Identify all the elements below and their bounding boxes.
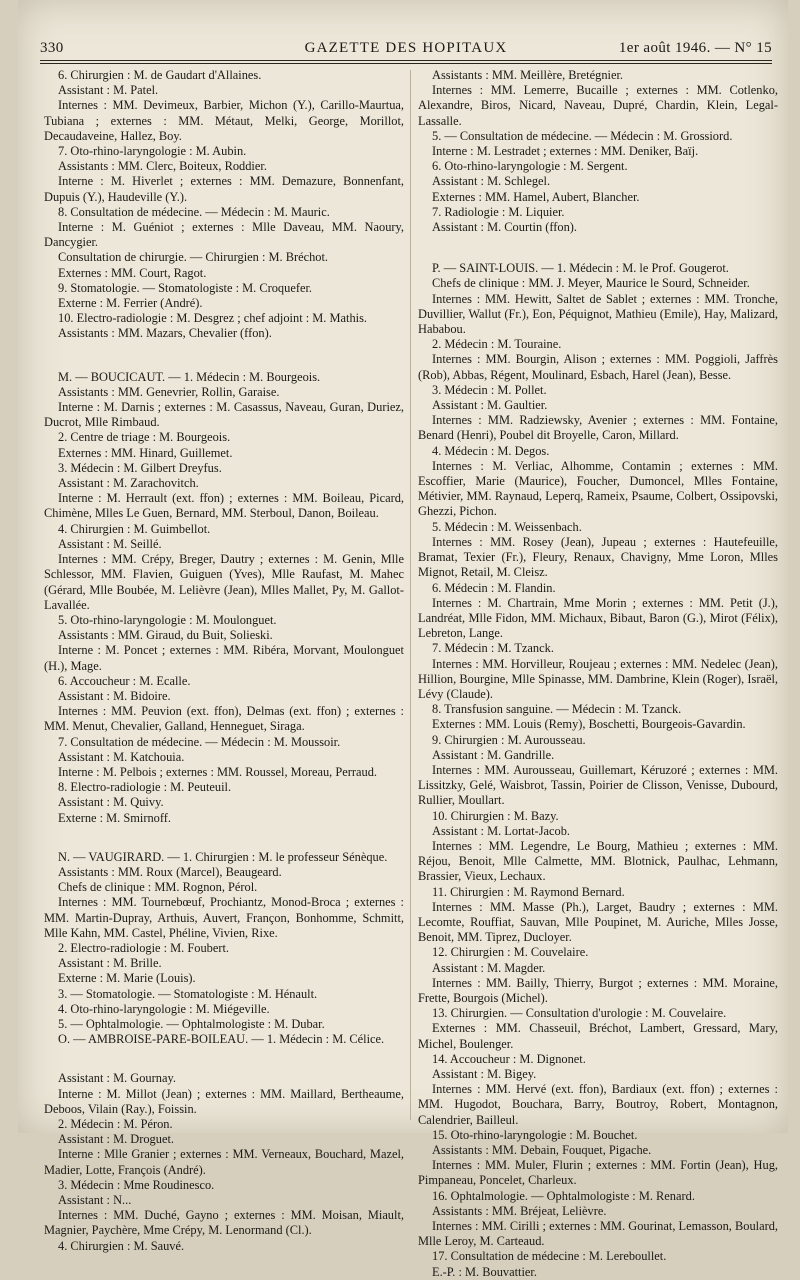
publication-title: GAZETTE DES HOPITAUX — [304, 40, 508, 56]
text-line: 8. Transfusion sanguine. — Médecin : M. Tzanck. — [432, 702, 682, 717]
text-line: Assistants : MM. Giraud, du Buit, Solieski. — [58, 628, 273, 643]
text-line: 7. Consultation de médecine. — Médecin : M. Moussoir. — [58, 734, 341, 749]
right-column — [418, 68, 778, 1280]
text-line: Assistant : M. Patel. — [58, 83, 159, 98]
text-line: 9. Stomatologie. — Stomatologiste : M. Croquefer. — [58, 280, 312, 295]
text-line: 6. Chirurgien : M. de Gaudart d'Allaines. — [58, 68, 262, 82]
text-line: Interne : M. Lestradet ; externes : MM. Deniker, Baïj. — [432, 144, 699, 159]
text-line: Assistant : M. Zarachovitch. — [58, 476, 199, 491]
text-line: Internes : MM. Aurousseau, Guillemart, Kéruzoré ; externes : MM. Lissitzky, Gelé, Waisbrot, Tassin, Poirier de Clisson, Venisse, Dubourd, Rullier, Moullart. — [418, 762, 778, 808]
text-line: Externes : MM. Chasseuil, Bréchot, Lambert, Gressard, Mary, Michel, Boulenger. — [418, 1021, 778, 1051]
text-line: Assistant : M. Lortat-Jacob. — [432, 823, 570, 838]
text-line: Interne : M. Herrault (ext. ffon) ; externes : MM. Boileau, Picard, Chimène, Mlles Le Guen, Bernard, MM. Sterboul, Danon, Boileau. — [44, 491, 404, 521]
text-line: Internes : MM. Hervé (ext. ffon), Bardiaux (ext. ffon) ; externes : MM. Hugodot, Bouchara, Barry, Boutroy, Robert, Montagnon, Calendrier, Bailleul. — [418, 1082, 778, 1127]
text-line: E.-P. : M. Bouvattier. — [432, 1264, 537, 1279]
text-line: O. — AMBROISE-PARE-BOILEAU. — 1. Médecin : M. Célice. — [58, 1032, 385, 1047]
text-line: Internes : MM. Duché, Gayno ; externes : MM. Moisan, Miault, Magnier, Paychère, Mme Crépy, M. Lenormand (Cl.). — [44, 1208, 404, 1238]
text-line: 3. Médecin : M. Pollet. — [432, 382, 547, 397]
text-line: Assistants : MM. Bréjeat, Lelièvre. — [432, 1203, 607, 1218]
text-line: Internes : MM. Legendre, Le Bourg, Mathieu ; externes : MM. Réjou, Benoit, Mlle Calmette, MM. Blotnick, Paulhac, Lehmann, Brassier, Vieux, Lechaux. — [418, 838, 778, 884]
text-line: 3. Médecin : Mme Roudinesco. — [58, 1177, 215, 1192]
text-line: Chefs de clinique : MM. J. Meyer, Maurice le Sourd, Schneider. — [432, 276, 750, 291]
text-line: 7. Radiologie : M. Liquier. — [432, 204, 565, 219]
text-line: 16. Ophtalmologie. — Ophtalmologiste : M. Renard. — [432, 1188, 695, 1203]
text-line: Internes : MM. Horvilleur, Roujeau ; externes : MM. Nedelec (Jean), Hillion, Bourgine, Mlle Spinasse, MM. Dambrine, Klein (Roger), Israël, Lévy (Claude). — [418, 656, 778, 701]
text-line: Internes : MM. Hewitt, Saltet de Sablet ; externes : MM. Tronche, Duvillier, Wallut (Fr.), Eon, Péquignot, Mathieu (Emile), Hay, Malizard, Hababou. — [418, 291, 778, 337]
text-line: 10. Electro-radiologie : M. Desgrez ; chef adjoint : M. Mathis. — [58, 311, 367, 326]
text-line: Internes : MM. Tournebœuf, Prochiantz, Monod-Broca ; externes : MM. Martin-Dupray, Arthuis, Auvert, Françon, Bonhomme, Schmitt, Mlle Kahn, MM. Castel, Phéline, Vivien, Rixe. — [44, 895, 404, 940]
text-line: Interne : M. Millot (Jean) ; externes : MM. Maillard, Bertheaume, Deboos, Vilain (Ray.), Foissin. — [44, 1086, 404, 1116]
text-line: Internes : MM. Cirilli ; externes : MM. Gourinat, Lemasson, Boulard, Mlle Leroy, M. Carteaud. — [418, 1219, 778, 1249]
text-line: Internes : MM. Bourgin, Alison ; externes : MM. Poggioli, Jaffrès (Rob), Abbas, Régent, Moulinard, Esbach, Harel (Jean), Besse. — [418, 352, 778, 382]
text-line: 15. Oto-rhino-laryngologie : M. Bouchet. — [432, 1127, 638, 1142]
text-line: Externes : MM. Louis (Remy), Boschetti, Bourgeois-Gavardin. — [432, 717, 746, 732]
text-line: 8. Electro-radiologie : M. Peuteuil. — [58, 780, 232, 795]
left-column — [44, 68, 404, 1254]
text-line: 7. Oto-rhino-laryngologie : M. Aubin. — [58, 144, 247, 159]
text-line: Assistant : M. Droguet. — [58, 1132, 174, 1147]
text-line: 8. Consultation de médecine. — Médecin : M. Mauric. — [58, 204, 330, 219]
text-line: Assistants : MM. Genevrier, Rollin, Garaise. — [58, 384, 280, 399]
text-line: Internes : MM. Muler, Flurin ; externes : MM. Fortin (Jean), Hug, Pimpaneau, Poncelet, Charleux. — [418, 1158, 778, 1188]
text-line: Internes : MM. Masse (Ph.), Larget, Baudry ; externes : MM. Lecomte, Rouffiat, Sauvan, Mlle Poupinet, M. Auriche, Mlles Josse, Benoit, MM. Tiprez, Ducloyer. — [418, 899, 778, 945]
text-line: Assistant : M. Quivy. — [58, 795, 164, 810]
text-line: Internes : MM. Rosey (Jean), Jupeau ; externes : Hautefeuille, Bramat, Texier (Fr.), Fleury, Renaux, Chavigny, Mme Loron, Mlles Mignot, Retail, M. Cleisz. — [418, 534, 778, 580]
text-line: Externes : MM. Hinard, Guillemet. — [58, 445, 233, 460]
text-line: 6. Accoucheur : M. Ecalle. — [58, 673, 191, 688]
text-line: Assistant : N... — [58, 1193, 132, 1208]
text-line: 4. Médecin : M. Degos. — [432, 443, 550, 458]
text-line: Internes : MM. Lemerre, Bucaille ; externes : MM. Cotlenko, Alexandre, Biros, Nicard, Naveau, Dupré, Chardin, Klein, Legal-Lassalle. — [418, 83, 778, 128]
text-line: Assistant : M. Seillé. — [58, 536, 162, 551]
newspaper-page — [18, 0, 788, 1279]
text-line: 10. Chirurgien : M. Bazy. — [432, 808, 559, 823]
text-line: Assistants : MM. Clerc, Boiteux, Roddier. — [58, 159, 267, 174]
text-line: Interne : M. Pelbois ; externes : MM. Roussel, Moreau, Perraud. — [58, 764, 378, 779]
text-line: Internes : MM. Crépy, Breger, Dautry ; externes : M. Genin, Mlle Schlessor, MM. Flavien, Guiguen (Yves), Mlle Raufast, M. Mahec (Gérard, Mlle Boubée, M. Lelièvre (Jean), Mlles Mallet, Py, M. Gallot-Lavallée. — [44, 552, 404, 612]
text-line: 5. Oto-rhino-laryngologie : M. Moulonguet. — [58, 612, 277, 627]
text-line: 2. Médecin : M. Péron. — [58, 1117, 173, 1131]
text-line: Assistants : MM. Mazars, Chevalier (ffon). — [58, 326, 272, 341]
text-line: 9. Chirurgien : M. Aurousseau. — [432, 732, 586, 747]
text-line: Interne : Mlle Granier ; externes : MM. Verneaux, Bouchard, Mazel, Madier, Lotte, François (André). — [44, 1147, 404, 1177]
text-line: 3. — Stomatologie. — Stomatologiste : M. Hénault. — [58, 986, 318, 1001]
text-line: 13. Chirurgien. — Consultation d'urologie : M. Couvelaire. — [432, 1006, 727, 1021]
text-line: Assistant : M. Gournay. — [58, 1071, 176, 1086]
text-line: Interne : M. Darnis ; externes : M. Casassus, Naveau, Guran, Duriez, Ducrot, Mlle Rimbaud. — [44, 400, 404, 430]
text-line: Assistant : M. Katchouia. — [58, 749, 185, 764]
text-line: Chefs de clinique : MM. Rognon, Pérol. — [58, 880, 258, 895]
text-line: 2. Médecin : M. Touraine. — [432, 337, 562, 352]
text-line: Assistants : MM. Roux (Marcel), Beaugeard. — [58, 864, 282, 879]
text-line: Internes : MM. Bailly, Thierry, Burgot ; externes : MM. Moraine, Frette, Bourgois (Michel). — [418, 975, 778, 1005]
text-line: 3. Médecin : M. Gilbert Dreyfus. — [58, 460, 222, 475]
text-line: 4. Chirurgien : M. Guimbellot. — [58, 521, 211, 536]
text-line: 4. Oto-rhino-laryngologie : M. Miégeville. — [58, 1001, 270, 1016]
text-line: N. — VAUGIRARD. — 1. Chirurgien : M. le professeur Sénèque. — [58, 849, 388, 864]
header-rule-thin — [40, 63, 772, 64]
text-line: Externe : M. Smirnoff. — [58, 810, 171, 825]
text-line: Internes : MM. Peuvion (ext. ffon), Delmas (ext. ffon) ; externes : MM. Menut, Chevalier, Galland, Henneguet, Siraga. — [44, 704, 404, 734]
text-line: 2. Electro-radiologie : M. Foubert. — [58, 940, 230, 955]
text-line: Assistants : MM. Meillère, Bretégnier. — [432, 68, 623, 82]
text-line: Interne : M. Guéniot ; externes : Mlle Daveau, MM. Naoury, Dancygier. — [44, 220, 404, 250]
text-line: 6. Oto-rhino-laryngologie : M. Sergent. — [432, 159, 628, 174]
text-line: Assistants : MM. Debain, Fouquet, Pigache. — [432, 1143, 652, 1158]
page-number: 330 — [40, 40, 64, 56]
text-line: Internes : M. Verliac, Alhomme, Contamin ; externes : MM. Escoffier, Marie (Maurice), Foucher, Dumoncel, Mlles Fontaine, Métivier, MM. Raynaud, Leperq, Rameix, Psaume, Colbert, Ossipovski, Ghezzi, Pichon. — [418, 458, 778, 519]
text-line: 5. Médecin : M. Weissenbach. — [432, 519, 582, 534]
text-line: Internes : MM. Radziewsky, Avenier ; externes : MM. Fontaine, Benard (Henri), Poubel dit Broyelle, Caron, Millard. — [418, 413, 778, 443]
text-line: 17. Consultation de médecine : M. Lereboullet. — [432, 1249, 667, 1264]
text-line: 2. Centre de triage : M. Bourgeois. — [58, 430, 231, 445]
text-line: Consultation de chirurgie. — Chirurgien : M. Bréchot. — [58, 250, 329, 265]
header-rule — [40, 60, 772, 61]
text-line: Externe : M. Marie (Louis). — [58, 971, 196, 986]
text-line: Assistant : M. Gaultier. — [432, 398, 548, 413]
text-line: Internes : M. Chartrain, Mme Morin ; externes : MM. Petit (J.), Landréat, Mlle Fidon, MM. Michaux, Bibaut, Baron (G.), Mirot (Félix), Lebreton, Lange. — [418, 595, 778, 641]
text-line: Interne : M. Poncet ; externes : MM. Ribéra, Morvant, Moulonguet (H.), Mage. — [44, 643, 404, 673]
text-line: 14. Accoucheur : M. Dignonet. — [432, 1051, 586, 1066]
text-line: Assistant : M. Gandrille. — [432, 747, 555, 762]
text-line: Assistant : M. Bigey. — [432, 1067, 537, 1081]
text-line: 7. Médecin : M. Tzanck. — [432, 641, 554, 656]
text-line: 4. Chirurgien : M. Sauvé. — [58, 1238, 185, 1253]
text-line: Externes : MM. Court, Ragot. — [58, 265, 207, 280]
text-line: 5. — Ophtalmologie. — Ophtalmologiste : M. Dubar. — [58, 1016, 325, 1031]
text-line: 6. Médecin : M. Flandin. — [432, 580, 556, 595]
text-line: Externes : MM. Hamel, Aubert, Blancher. — [432, 189, 640, 204]
text-line: 5. — Consultation de médecine. — Médecin : M. Grossiord. — [432, 128, 733, 143]
column-divider — [410, 70, 411, 1120]
text-line: P. — SAINT-LOUIS. — 1. Médecin : M. le Prof. Gougerot. — [432, 261, 729, 276]
text-line: Assistant : M. Brille. — [58, 956, 162, 971]
text-line: Assistant : M. Bidoire. — [58, 688, 171, 703]
issue-date: 1er août 1946. — N° 15 — [618, 40, 772, 56]
text-line: 12. Chirurgien : M. Couvelaire. — [432, 945, 589, 960]
text-line: Externe : M. Ferrier (André). — [58, 296, 203, 311]
text-line: M. — BOUCICAUT. — 1. Médecin : M. Bourgeois. — [58, 369, 321, 384]
text-line: Interne : M. Hiverlet ; externes : MM. Demazure, Bonnenfant, Dupuis (Y.), Haudeville (Y.). — [44, 174, 404, 204]
text-line: Internes : MM. Devimeux, Barbier, Michon (Y.), Carillo-Maurtua, Tubiana ; externes : MM. Métaut, Melki, George, Morillot, Decaudaveine, Hallez, Boy. — [44, 98, 404, 143]
text-line: 11. Chirurgien : M. Raymond Bernard. — [432, 884, 625, 899]
page-header — [40, 40, 772, 60]
text-line: Assistant : M. Magder. — [432, 960, 546, 975]
text-line: Assistant : M. Courtin (ffon). — [432, 220, 578, 235]
text-line: Assistant : M. Schlegel. — [432, 174, 551, 189]
